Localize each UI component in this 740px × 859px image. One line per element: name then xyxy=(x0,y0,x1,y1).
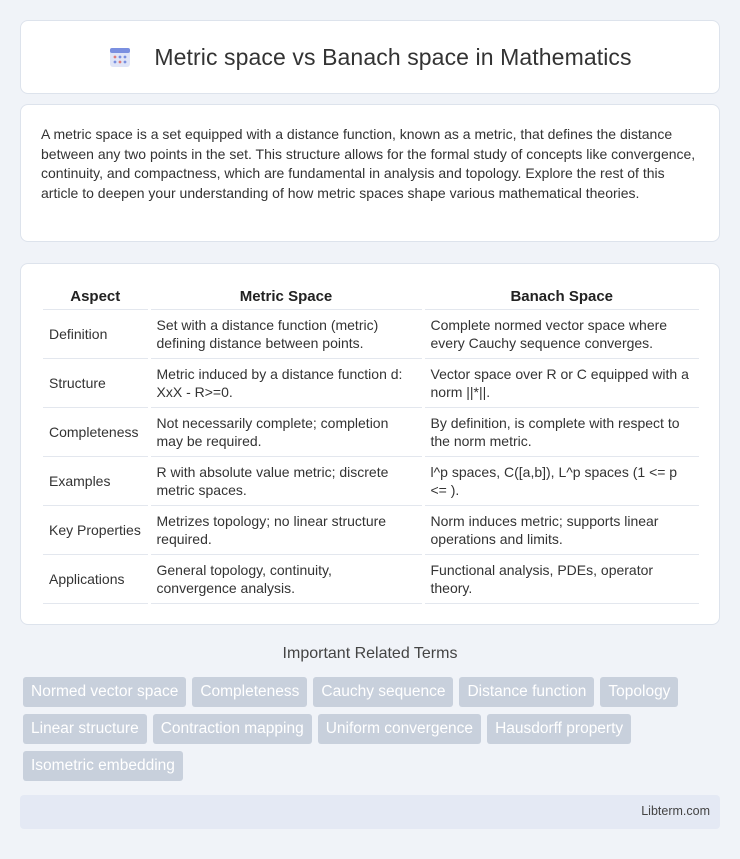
footer xyxy=(20,795,720,829)
header-banach-space: Banach Space xyxy=(423,284,699,309)
table-row xyxy=(43,456,699,505)
comparison-card xyxy=(20,263,720,625)
related-terms-list xyxy=(23,677,723,781)
header-aspect: Aspect xyxy=(43,284,149,309)
tag-hausdorff-property[interactable]: Hausdorff property xyxy=(487,714,631,744)
row-aspect: Completeness xyxy=(43,407,149,456)
row-banach-cell: Vector space over R or C equipped with a norm ||*||. xyxy=(423,358,699,407)
tag-cauchy-sequence[interactable]: Cauchy sequence xyxy=(313,677,453,707)
row-aspect: Applications xyxy=(43,554,149,603)
row-aspect: Definition xyxy=(43,309,149,358)
page-title: Metric space vs Banach space in Mathematics xyxy=(154,43,632,70)
row-aspect: Examples xyxy=(43,456,149,505)
row-aspect: Key Properties xyxy=(43,505,149,554)
header-metric-space: Metric Space xyxy=(149,284,423,309)
table-row xyxy=(43,554,699,603)
intro-paragraph: A metric space is a set equipped with a distance function, known as a metric, that defines the distance between any two points in the set. This structure allows for the formal study of concepts like convergence, continuity, and compactness, which are fundamental in analysis and topology. Explore the rest of this article to deepen your understanding of how metric spaces shape various mathematical theories. xyxy=(41,126,696,201)
tag-topology[interactable]: Topology xyxy=(600,677,678,707)
row-banach-cell: Norm induces metric; supports linear operations and limits. xyxy=(423,505,699,554)
row-metric-cell: Not necessarily complete; completion may be required. xyxy=(149,407,423,456)
row-metric-cell: Metric induced by a distance function d: XxX - R>=0. xyxy=(149,358,423,407)
table-row xyxy=(43,407,699,456)
tag-distance-function[interactable]: Distance function xyxy=(459,677,594,707)
tag-isometric-embedding[interactable]: Isometric embedding xyxy=(23,751,183,781)
tag-completeness[interactable]: Completeness xyxy=(192,677,307,707)
row-banach-cell: By definition, is complete with respect to the norm metric. xyxy=(423,407,699,456)
related-terms-title: Important Related Terms xyxy=(282,645,458,662)
tag-contraction-mapping[interactable]: Contraction mapping xyxy=(153,714,312,744)
tag-uniform-convergence[interactable]: Uniform convergence xyxy=(318,714,481,744)
footer-site-link[interactable]: Libterm.com xyxy=(641,804,710,818)
calendar-grid-icon xyxy=(108,45,132,69)
title-card xyxy=(20,20,720,94)
tag-normed-vector-space[interactable]: Normed vector space xyxy=(23,677,186,707)
row-metric-cell: Metrizes topology; no linear structure required. xyxy=(149,505,423,554)
row-metric-cell: Set with a distance function (metric) defining distance between points. xyxy=(149,309,423,358)
tag-linear-structure[interactable]: Linear structure xyxy=(23,714,147,744)
intro-card xyxy=(20,104,720,242)
table-header-row xyxy=(43,284,699,309)
comparison-table xyxy=(43,284,699,604)
row-banach-cell: Complete normed vector space where every Cauchy sequence converges. xyxy=(423,309,699,358)
table-row xyxy=(43,505,699,554)
row-metric-cell: General topology, continuity, convergence analysis. xyxy=(149,554,423,603)
row-banach-cell: l^p spaces, C([a,b]), L^p spaces (1 <= p <= ). xyxy=(423,456,699,505)
row-aspect: Structure xyxy=(43,358,149,407)
table-row xyxy=(43,358,699,407)
row-metric-cell: R with absolute value metric; discrete metric spaces. xyxy=(149,456,423,505)
table-row xyxy=(43,309,699,358)
row-banach-cell: Functional analysis, PDEs, operator theory. xyxy=(423,554,699,603)
